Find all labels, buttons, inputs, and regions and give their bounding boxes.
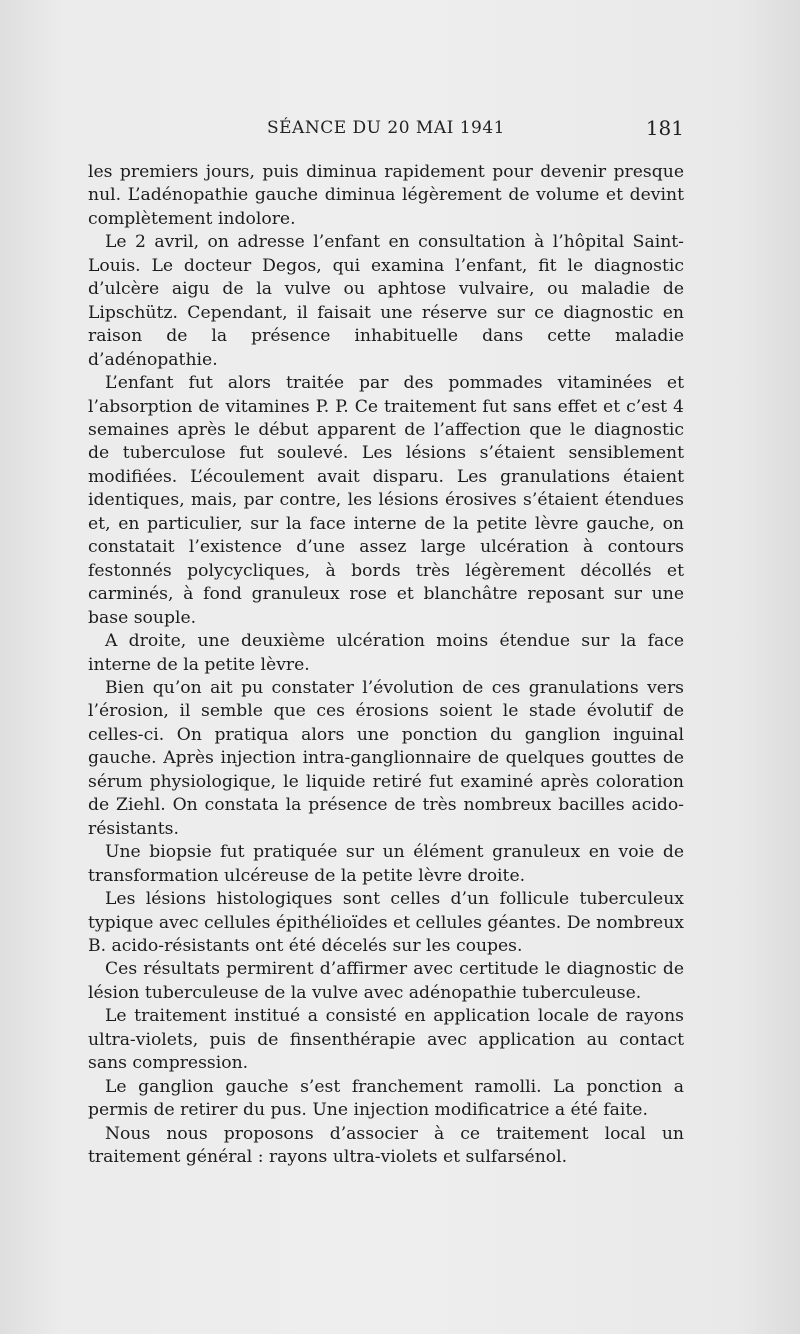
page-number: 181 [645,116,684,140]
paragraph-continued: les premiers jours, puis diminua rapidement pour devenir presque nul. L’adénopathie gauche diminua légèrement de volume et devint complètement indolore. [88,162,684,229]
paragraph-ganglion-softened: Le ganglion gauche s’est franchement ramolli. La ponction a permis de retirer du pus. Une injection modificatrice a été faite. [88,1076,684,1121]
body-text [88,161,684,1169]
paragraph-treatment-vitamins: L’enfant fut alors traitée par des pommades vitaminées et l’absorption de vitamines P. P. Ce traitement fut sans effet et c’est 4 semaines après le début apparent de l’affection que le diagnostic de tuberculose fut soulevé. Les lésions s’étaient sensiblement modifiées. L’écoulement avait disparu. Les granulations étaient identiques, mais, par contre, les lésions érosives s’étaient étendues et, en particulier, sur la face interne de la petite lèvre gauche, on constatait l’existence d’une assez large ulcération à contours festonnés polycycliques, à bords très légèrement décollés et carminés, à fond granuleux rose et blanchâtre reposant sur une base souple. [88,373,684,628]
page-header [88,118,684,148]
running-title: SÉANCE DU 20 MAI 1941 [267,118,505,138]
paragraph-consultation: Le 2 avril, on adresse l’enfant en consultation à l’hôpital Saint-Louis. Le docteur Degos, qui examina l’enfant, fit le diagnostic d’ulcère aigu de la vulve ou aphtose vulvaire, ou maladie de Lipschütz. Cependant, il faisait une réserve sur ce diagnostic en raison de la présence inhabituelle dans cette maladie d’adénopathie. [88,232,684,370]
paragraph-local-treatment: Le traitement institué a consisté en application locale de rayons ultra-violets, puis de finsenthérapie avec application au contact sans compression. [88,1006,684,1074]
paragraph-ganglion-puncture: Bien qu’on ait pu constater l’évolution de ces granulations vers l’érosion, il semble que ces érosions soient le stade évolutif de celles-ci. On pratiqua alors une ponction du ganglion inguinal gauche. Après injection intra-ganglionnaire de quelques gouttes de sérum physiologique, le liquide retiré fut examiné après coloration de Ziehl. On constata la présence de très nombreux bacilles acido-résistants. [88,677,684,839]
paragraph-histology: Les lésions histologiques sont celles d’un follicule tuberculeux typique avec cellules épithélioïdes et cellules géantes. De nombreux B. acido-résistants ont été décelés sur les coupes. [88,889,684,956]
paragraph-diagnosis: Ces résultats permirent d’affirmer avec certitude le diagnostic de lésion tuberculeuse de la vulve avec adénopathie tuberculeuse. [88,959,684,1003]
paragraph-biopsy: Une biopsie fut pratiquée sur un élément granuleux en voie de transformation ulcéreuse de la petite lèvre droite. [88,842,684,886]
paragraph-right-ulceration: A droite, une deuxième ulcération moins étendue sur la face interne de la petite lèvre. [88,631,684,675]
paragraph-general-treatment: Nous nous proposons d’associer à ce traitement local un traitement général : rayons ultra-violets et sulfarsénol. [88,1123,684,1168]
